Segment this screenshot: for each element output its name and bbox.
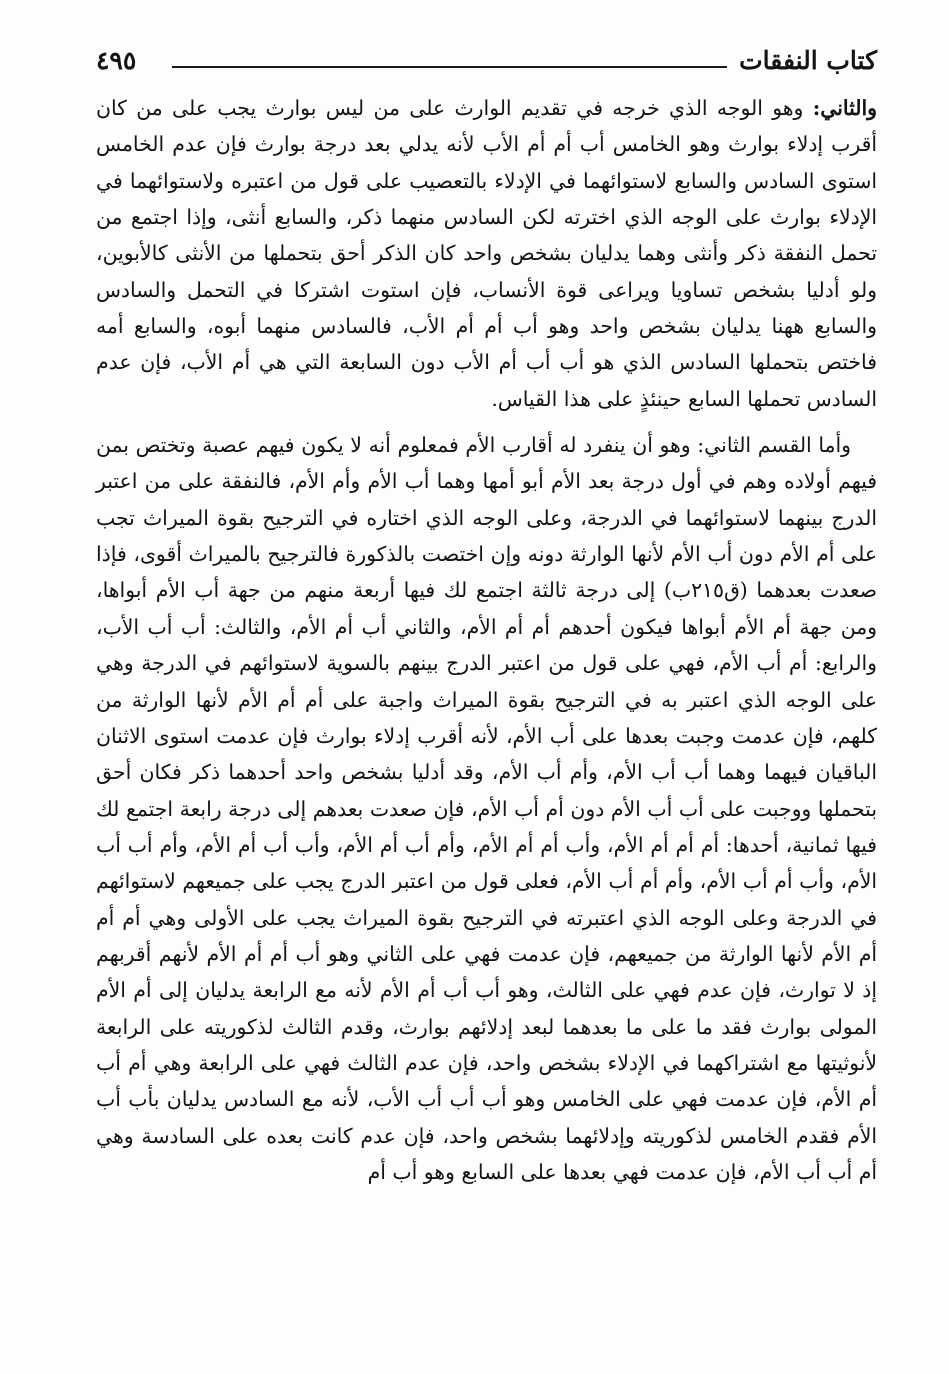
running-title: كتاب النفقات — [739, 46, 877, 75]
body-text — [96, 90, 877, 1190]
page-header — [96, 44, 877, 78]
header-rule — [172, 66, 727, 68]
page-number: ٤٩٥ — [96, 46, 137, 75]
paragraph-lead: والثاني: — [812, 96, 877, 120]
paragraph-text: وهو الوجه الذي خرجه في تقديم الوارث على من ليس بوارث يجب على من كان أقرب إدلاء بوارث وهو الخامس أب أم أم الأب لأنه يدلي بعد درجة بوارث فإن عدم الخامس استوى السادس والسابع لاستوائهما في الإدلاء بالتعصيب على قول من اعتبره ولاستوائهما في الإدلاء بوارث على الوجه الذي اخترته لكن السادس منهما ذكر، والسابع أنثى، وإذا اجتمع من تحمل النفقة ذكر وأنثى وهما يدليان بشخص واحد كان الذكر أحق بتحملها من الأنثى كالأبوين، ولو أدليا بشخص تساويا ويراعى قوة الأنساب، فإن استوت اشتركا في التحمل والسادس والسابع ههنا يدليان بشخص واحد وهو أب أم أم الأب، فالسادس منهما أبوه، والسابع أمه فاختص بتحملها السادس الذي هو أب أب أم الأب دون السابعة التي هي أم الأب، فإن عدم السادس تحملها السابع حينئذٍ على هذا القياس. — [96, 96, 877, 411]
paragraph — [96, 427, 877, 1190]
paragraph-text: وأما القسم الثاني: وهو أن ينفرد له أقارب الأم فمعلوم أنه لا يكون فيهم عصبة وتختص بمن فيهم أولاده وهم في أول درجة بعد الأم أبو أمها وهما أب الأم وأم الأم، فالنفقة على من اعتبر الدرج بينهما لاستوائهما في الدرجة، وعلى الوجه الذي اختاره في الترجيح بقوة الميراث تجب على أم الأم دون أب الأم لأنها الوارثة دونه وإن اختصت بالذكورة فالترجيح بالميراث أقوى، فإذا صعدت بعدهما (ق٢١٥ب) إلى درجة ثالثة اجتمع لك فيها أربعة منهم من جهة أب الأم أبواها، ومن جهة أم الأم أبواها فيكون أحدهم أم أم الأم، والثاني أب أم الأم، والثالث: أب أب الأب، والرابع: أم أب الأم، فهي على قول من اعتبر الدرج بينهم بالسوية لاستوائهم في الدرجة وهي على الوجه الذي اعتبر به في الترجيح بقوة الميراث واجبة على أم أم الأم لأنها الوارثة من كلهم، فإن عدمت وجبت بعدها على أب الأم، لأنه أقرب إدلاء بوارث فإن عدمت استوى الاثنان الباقيان فيهما وهما أب أب الأم، وأم أب الأم، وقد أدليا بشخص واحد أحدهما ذكر فكان أحق بتحملها ووجبت على أب أب الأم دون أم أب الأم، فإن صعدت بعدهم إلى درجة رابعة اجتمع لك فيها ثمانية، أحدها: أم أم أم الأم، وأب أم أم الأم، وأم أب أم الأم، وأب أب أم الأم، وأم أب أب الأم، وأب أم أب الأم، وأم أم أب الأم، فعلى قول من اعتبر الدرج يجب على جميعهم لاستوائهم في الدرجة وعلى الوجه الذي اعتبرته في الترجيح بقوة الميراث يجب على الأولى وهي أم أم أم الأم لأنها الوارثة من جميعهم، فإن عدمت فهي على الثاني وهو أب أم أم الأم لأنهم أقربهم إذ لا توارث، فإن عدم فهي على الثالث، وهو أب أب أم الأم لأنه مع الرابعة يدليان إلى أم الأم المولى بوارث فقد ما على ما بعدهما لبعد إدلائهم بوارث، وقدم الثالث لذكوريته على الرابعة لأنوثيتها مع اشتراكهما في الإدلاء بشخص واحد، فإن عدم الثالث فهي على الرابعة وهي أم أب أم الأم، فإن عدمت فهي على الخامس وهو أب أب أب الأب، لأنه مع السادس يدليان بأب أب الأم فقدم الخامس لذكوريته وإدلائهما بشخص واحد، فإن عدم كانت بعده على السادسة وهي أم أب أب الأم، فإن عدمت فهي بعدها على السابع وهو أب أم — [96, 433, 877, 1184]
paragraph — [96, 90, 877, 417]
